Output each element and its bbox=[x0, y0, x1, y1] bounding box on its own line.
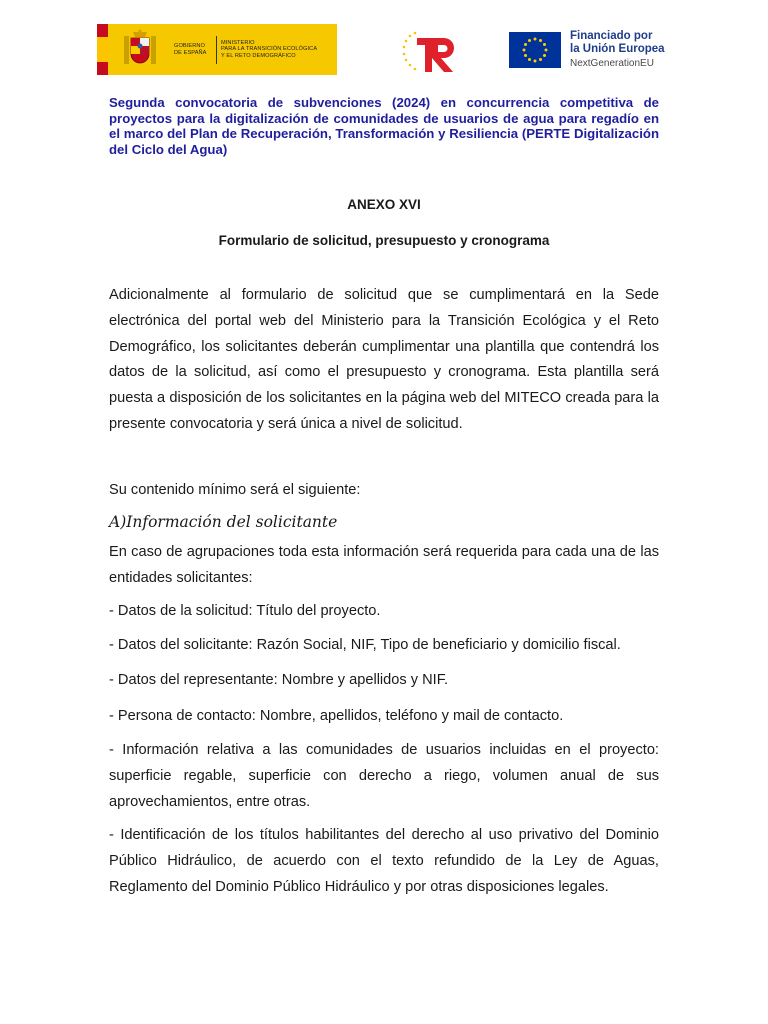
eu-funding-logo bbox=[509, 24, 671, 75]
agrupaciones-paragraph: En caso de agrupaciones toda esta información será requerida para cada una de las entidades solicitantes: bbox=[109, 544, 659, 586]
list-item: - Persona de contacto: Nombre, apellidos, teléfono y mail de contacto. bbox=[109, 708, 564, 724]
list-item: - Información relativa a las comunidades de usuarios incluidas en el proyecto: superficie regable, superficie con derecho a riego, volumen anual de sus aprovechamientos, entre otras. bbox=[109, 742, 659, 810]
convocatoria-heading: Segunda convocatoria de subvenciones (2024) en concurrencia competitiva de proyectos para la digitalización de comunidades de usuarios de agua para regadío en el marco del Plan de Recuperación, Transformación y Resiliencia (PERTE Digitalización del Ciclo del Agua) bbox=[109, 95, 659, 157]
gobierno-ministerio-logo bbox=[97, 24, 337, 75]
eu-text-nextgen: NextGenerationEU bbox=[570, 57, 654, 69]
form-title: Formulario de solicitud, presupuesto y cronograma bbox=[218, 233, 550, 248]
intro-paragraph: Adicionalmente al formulario de solicitud que se cumplimentará en la Sede electrónica del portal web del Ministerio para la Transición Ecológica y el Reto Demográfico, los solicitantes deberán cumplimentar una plantilla que contendrá los datos de la solicitud, así como el presupuesto y cronograma. Esta plantilla será puesta a disposición de los solicitantes en la página web del MITECO creada para la presente convocatoria y será única a nivel de solicitud. bbox=[109, 287, 659, 432]
section-a-heading: A)Información del solicitante bbox=[109, 513, 338, 531]
list-item: - Datos del solicitante: Razón Social, NIF, Tipo de beneficiario y domicilio fiscal. bbox=[109, 637, 621, 653]
contenido-paragraph: Su contenido mínimo será el siguiente: bbox=[109, 482, 361, 498]
eu-text-union: la Unión Europea bbox=[570, 42, 665, 55]
list-item: - Datos de la solicitud: Título del proyecto. bbox=[109, 603, 381, 619]
eu-flag-icon bbox=[509, 32, 561, 68]
gobierno-text: GOBIERNO DE ESPAÑA bbox=[174, 43, 207, 56]
ministerio-text: MINISTERIO PARA LA TRANSICIÓN ECOLÓGICA Y EL RETO DEMOGRÁFICO bbox=[221, 39, 318, 59]
logo-divider bbox=[216, 36, 217, 64]
coat-of-arms-icon bbox=[118, 28, 162, 72]
anexo-title: ANEXO XVI bbox=[347, 197, 421, 212]
list-item: - Datos del representante: Nombre y apellidos y NIF. bbox=[109, 672, 449, 688]
spain-flag-icon bbox=[97, 24, 108, 75]
eu-text-financiado: Financiado por bbox=[570, 29, 653, 42]
list-item: - Identificación de los títulos habilitantes del derecho al uso privativo del Dominio Público Hidráulico, de acuerdo con el texto refundido de la Ley de Aguas, Reglamento del Dominio Público Hidráulico y por otras disposiciones legales. bbox=[109, 827, 659, 895]
plan-recuperacion-logo bbox=[400, 28, 462, 76]
